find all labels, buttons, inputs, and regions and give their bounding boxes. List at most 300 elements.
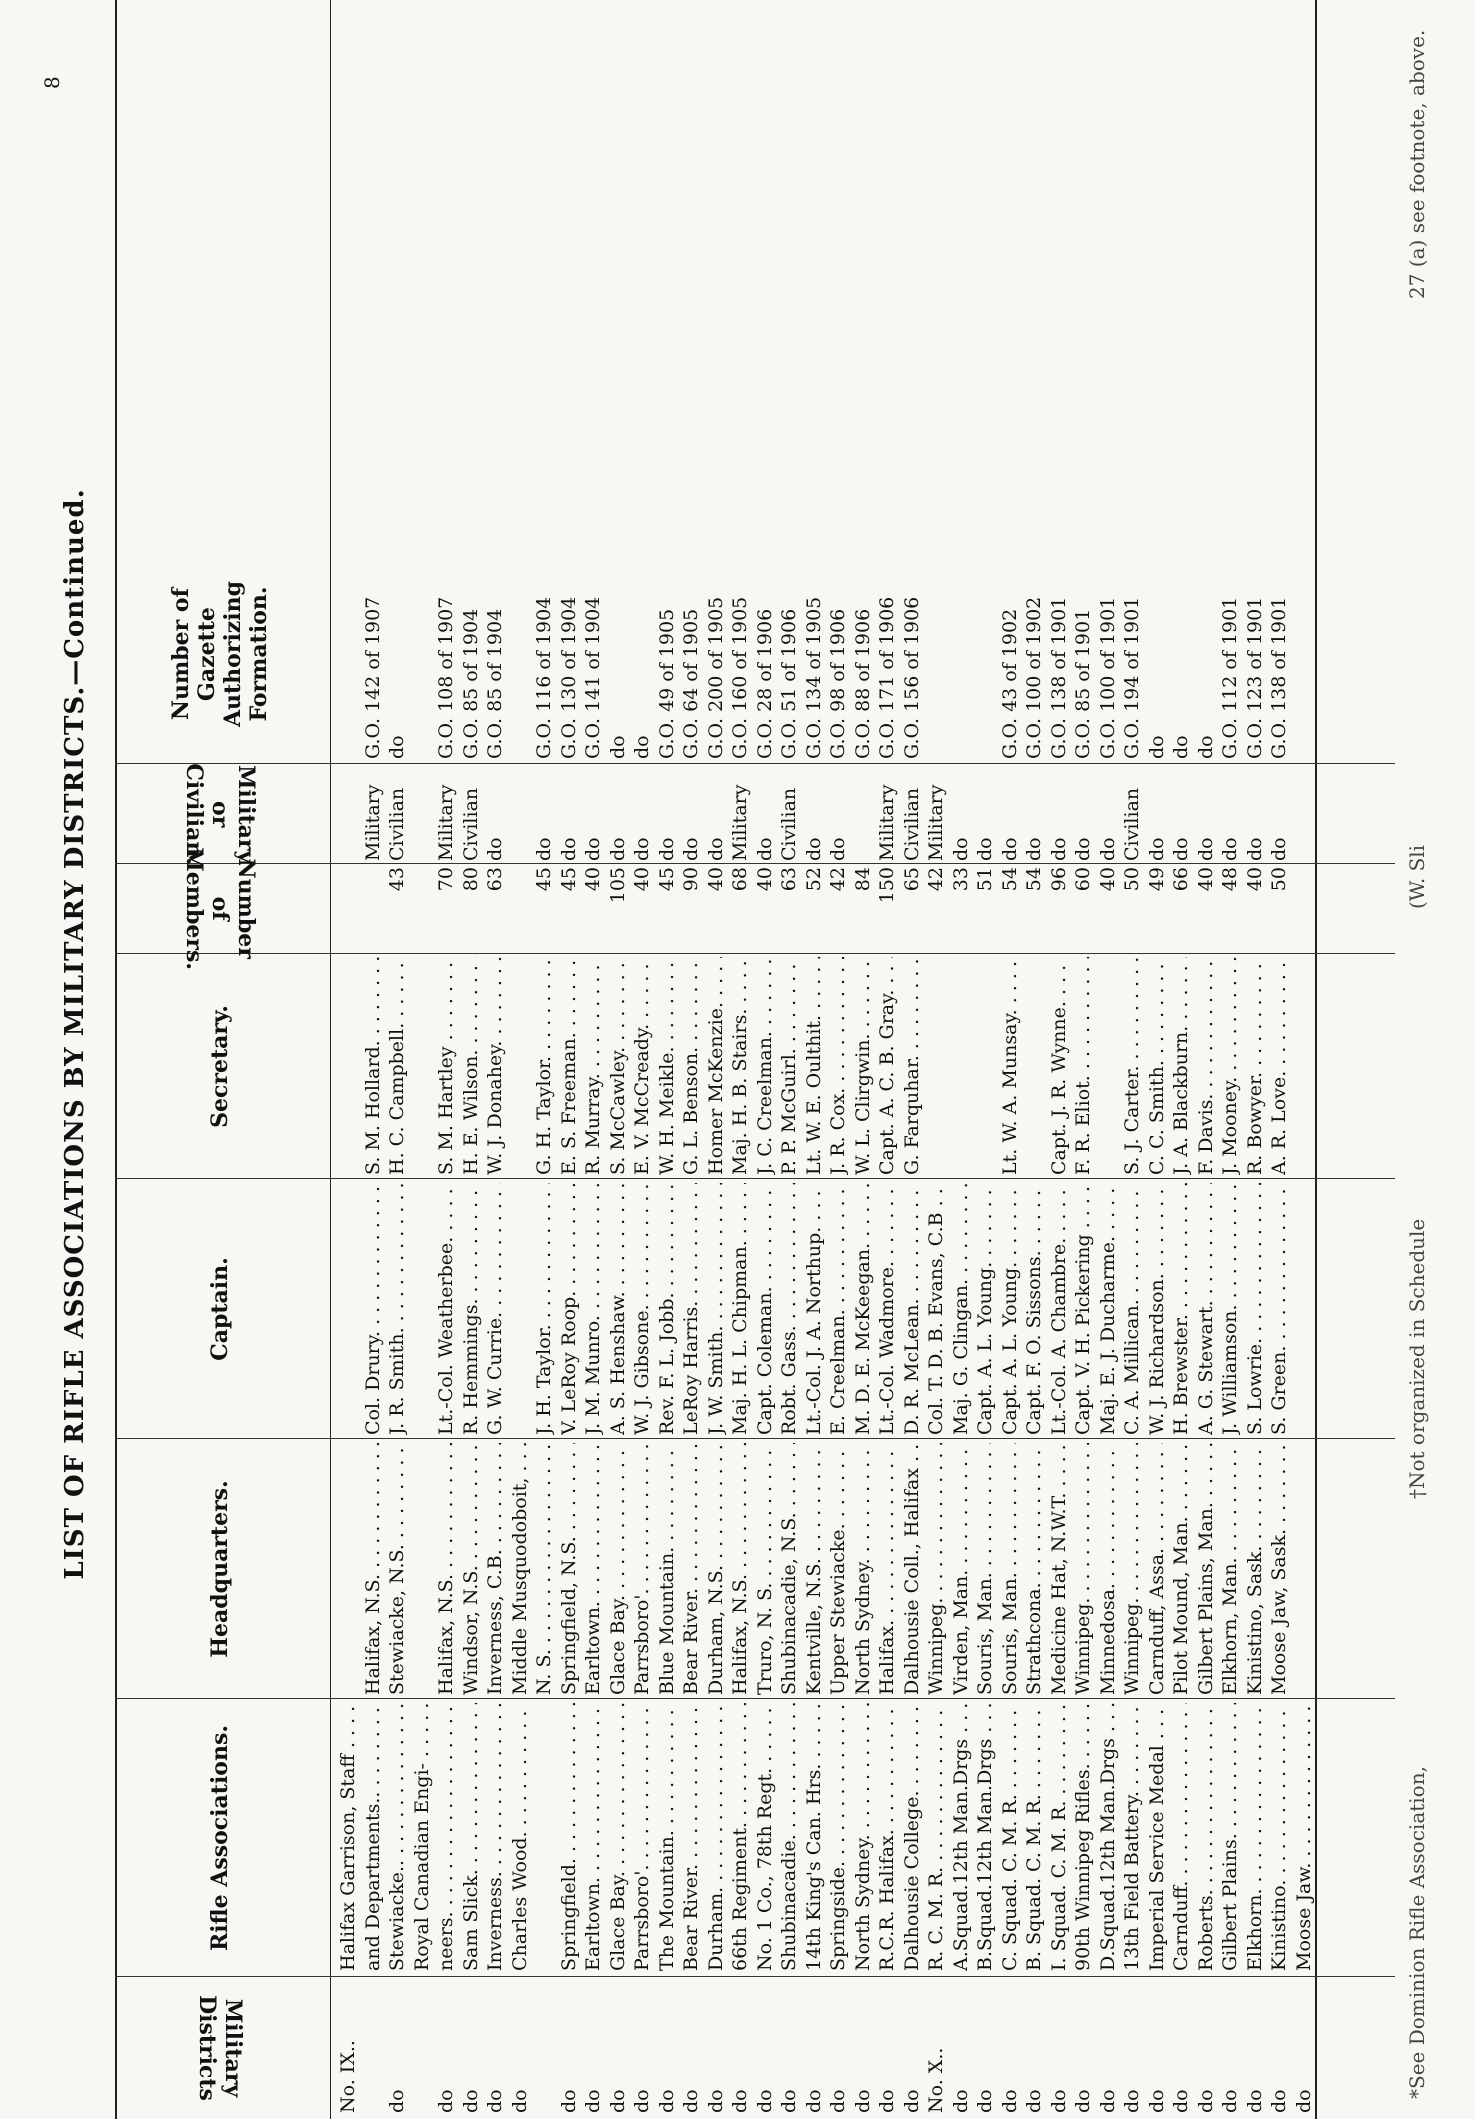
cell-military-civilian: do bbox=[631, 837, 653, 861]
cell-association: The Mountain. . . . bbox=[656, 1703, 679, 1971]
cell-district: No. X.. bbox=[925, 2047, 947, 2113]
cell-district: do bbox=[435, 2089, 457, 2113]
cell-gazette: G.O. 64 of 1905 bbox=[680, 608, 702, 759]
table-row bbox=[876, 0, 899, 2119]
cell-members: 40 bbox=[582, 867, 604, 892]
cell-association: I. Squad. C. M. R. . . . bbox=[1048, 1703, 1071, 1971]
cell-secretary: W. J. Donahey. . . . bbox=[484, 957, 507, 1175]
cell-secretary: P. P. McGuirl. . . . bbox=[778, 957, 801, 1175]
cell-association: Stewiacke.. . . . bbox=[386, 1703, 409, 1971]
cell-gazette bbox=[974, 544, 997, 759]
cell-military-civilian: do bbox=[802, 837, 825, 861]
cell-secretary: A. R. Love. . . . bbox=[1268, 957, 1291, 1175]
cell-headquarters bbox=[411, 1443, 434, 1695]
cell-members: 90 bbox=[680, 867, 702, 892]
cell-military-civilian: do bbox=[1268, 837, 1290, 861]
cell-members: 51 bbox=[974, 867, 996, 892]
cell-military-civilian: do bbox=[1219, 837, 1241, 861]
cell-military-civilian: do bbox=[753, 837, 776, 861]
cell-association: D.Squad.12th Man.Drgs . . . bbox=[1097, 1703, 1120, 1971]
cell-military-civilian: do bbox=[998, 837, 1021, 861]
cell-secretary: G. H. Taylor. . . . bbox=[533, 957, 556, 1175]
cell-secretary bbox=[925, 957, 948, 1175]
cell-association: R.C.R. Halifax. . . . bbox=[876, 1703, 899, 1971]
cell-members bbox=[509, 861, 532, 951]
cell-headquarters: Souris, Man. . . . bbox=[999, 1443, 1022, 1695]
cell-association: Durham. . . . bbox=[705, 1703, 728, 1971]
cell-headquarters: Pilot Mound, Man. . . . bbox=[1170, 1443, 1193, 1695]
cell-district: do bbox=[459, 2089, 482, 2113]
cell-gazette: do bbox=[631, 735, 653, 759]
cell-association: Dalhousie College. . . . bbox=[901, 1703, 924, 1971]
cell-members: 65 bbox=[900, 867, 923, 892]
cell-headquarters: Gilbert Plains, Man. . . . bbox=[1195, 1443, 1218, 1695]
header-captain: Captain. bbox=[207, 1257, 233, 1361]
cell-captain: S. Lowrie. . . . bbox=[1244, 1183, 1267, 1435]
cell-secretary bbox=[411, 957, 434, 1175]
cell-gazette: G.O. 160 of 1905 bbox=[729, 596, 751, 759]
cell-secretary: J. R. Cox. . . . bbox=[827, 957, 850, 1175]
cell-secretary: H. E. Wilson. . . . bbox=[460, 957, 483, 1175]
cell-headquarters: Winnipeg. . . . bbox=[925, 1443, 948, 1695]
cell-members: 66 bbox=[1170, 867, 1192, 892]
cell-association: Imperial Service Medal . . . bbox=[1146, 1703, 1169, 1971]
cell-gazette: do bbox=[606, 735, 629, 759]
cell-gazette: do bbox=[1170, 735, 1192, 759]
cell-association: Roberts. . . . bbox=[1195, 1703, 1218, 1971]
cell-district: do bbox=[484, 2089, 506, 2113]
cell-secretary: S. McCawley. . . . bbox=[607, 957, 630, 1175]
cell-military-civilian: do bbox=[1072, 837, 1094, 861]
cell-members: 40 bbox=[1243, 867, 1266, 892]
cell-secretary bbox=[950, 957, 973, 1175]
cell-captain: V. LeRoy Roop. . . . bbox=[558, 1183, 581, 1435]
cell-district: do bbox=[1292, 2089, 1315, 2113]
cell-members: 50 bbox=[1121, 867, 1143, 892]
cell-military-civilian bbox=[411, 766, 434, 861]
cell-headquarters: Windsor, N.S. . . . bbox=[460, 1443, 483, 1695]
cell-captain: Rev. F. L. Jobb. . . . bbox=[656, 1183, 679, 1435]
cell-association: North Sydney. . . . bbox=[852, 1703, 875, 1971]
cell-military-civilian: Military bbox=[361, 784, 384, 861]
cell-captain: A. G. Stewart. . . . bbox=[1195, 1183, 1218, 1435]
cell-district: do bbox=[949, 2089, 972, 2113]
cell-association: Springfield. . . . bbox=[558, 1703, 581, 1971]
header-association: Rifle Associations. bbox=[207, 1724, 233, 1952]
cell-military-civilian: do bbox=[582, 837, 604, 861]
cell-district: do bbox=[606, 2089, 629, 2113]
table-row bbox=[460, 0, 483, 2119]
cell-members bbox=[362, 861, 385, 951]
cell-members: 45 bbox=[533, 867, 555, 892]
table-row bbox=[1244, 0, 1267, 2119]
cell-members bbox=[1293, 861, 1316, 951]
cell-association: Carnduff. . . . bbox=[1170, 1703, 1193, 1971]
table-row bbox=[411, 0, 434, 2119]
cell-gazette bbox=[950, 544, 973, 759]
cell-association: B. Squad. C. M. R. . . . bbox=[1023, 1703, 1046, 1971]
cell-headquarters: Winnipeg. . . . bbox=[1072, 1443, 1095, 1695]
cell-headquarters: Halifax. . . . bbox=[876, 1443, 899, 1695]
cell-secretary: G. Farquhar. . . . bbox=[901, 957, 924, 1175]
cell-association: Royal Canadian Engi- . . . bbox=[411, 1703, 434, 1971]
cell-district: do bbox=[508, 2089, 531, 2113]
cell-members: 40 bbox=[631, 867, 653, 892]
cell-secretary bbox=[509, 957, 532, 1175]
cell-secretary bbox=[1097, 957, 1120, 1175]
cell-secretary: J. A. Blackburn. . . . bbox=[1170, 957, 1193, 1175]
cell-association: A.Squad.12th Man.Drgs . . . bbox=[950, 1703, 973, 1971]
cell-headquarters: Halifax, N.S. . . . bbox=[729, 1443, 752, 1695]
cell-military-civilian: do bbox=[974, 837, 996, 861]
cell-headquarters: Middle Musquodoboit, . . . bbox=[509, 1443, 532, 1695]
cell-gazette bbox=[337, 544, 360, 759]
table-row bbox=[1219, 0, 1242, 2119]
cell-district: do bbox=[876, 2089, 898, 2113]
table-row bbox=[1121, 0, 1144, 2119]
cell-military-civilian: Civilian bbox=[459, 787, 482, 861]
cell-captain: Capt. A. L. Young. . . . bbox=[999, 1183, 1022, 1435]
cell-gazette: G.O. 123 of 1901 bbox=[1243, 596, 1266, 759]
cell-military-civilian: Military bbox=[729, 784, 751, 861]
cell-captain: Maj. E. J. Ducharme. . . . bbox=[1097, 1183, 1120, 1435]
cell-military-civilian bbox=[509, 766, 532, 861]
table-row bbox=[337, 0, 360, 2119]
cell-captain: J. M. Munro. . . . bbox=[582, 1183, 605, 1435]
cell-captain: Maj. G. Clingan. . . . bbox=[950, 1183, 973, 1435]
cell-military-civilian: do bbox=[533, 837, 555, 861]
cell-captain: M. D. E. McKeegan. . . . bbox=[852, 1183, 875, 1435]
cell-association: No. 1 Co., 78th Regt. . . . bbox=[754, 1703, 777, 1971]
cell-captain: Col. Drury. . . . bbox=[362, 1183, 385, 1435]
cell-members bbox=[337, 861, 360, 951]
cell-secretary: W. H. Meikle. . . . bbox=[656, 957, 679, 1175]
table-row bbox=[803, 0, 826, 2119]
cell-military-civilian: do bbox=[1096, 837, 1119, 861]
cell-members: 70 bbox=[435, 867, 457, 892]
cell-association: Halifax Garrison, Staff . . . bbox=[337, 1703, 360, 1971]
cell-captain: D. R. McLean. . . . bbox=[901, 1183, 924, 1435]
cell-captain: H. Brewster. . . . bbox=[1170, 1183, 1193, 1435]
cell-association: R. C. M. R. . . . bbox=[925, 1703, 948, 1971]
cell-headquarters: N. S. . . . bbox=[533, 1443, 556, 1695]
cell-captain: A. S. Henshaw. . . . bbox=[607, 1183, 630, 1435]
cell-headquarters: Kinistino, Sask. . . . bbox=[1244, 1443, 1267, 1695]
cell-military-civilian: do bbox=[1023, 837, 1045, 861]
cell-gazette bbox=[411, 544, 434, 759]
cell-secretary bbox=[974, 957, 997, 1175]
cell-district: do bbox=[386, 2089, 408, 2113]
cell-gazette: G.O. 100 of 1901 bbox=[1096, 596, 1119, 759]
cell-association: and Departments.. . . . bbox=[362, 1703, 385, 1971]
cell-headquarters: Virden, Man. . . . bbox=[950, 1443, 973, 1695]
cell-members: 150 bbox=[876, 867, 898, 904]
cell-headquarters bbox=[1293, 1443, 1316, 1695]
cell-secretary: Lt. W. E. Oulthit. . . . bbox=[803, 957, 826, 1175]
cell-association: neers. . . . bbox=[435, 1703, 458, 1971]
cell-headquarters: Blue Mountain. . . . bbox=[656, 1443, 679, 1695]
cell-captain: Lt.-Col. J. A. Northup. . . . bbox=[803, 1183, 826, 1435]
cell-military-civilian: do bbox=[606, 837, 629, 861]
cell-district: do bbox=[704, 2089, 727, 2113]
cell-headquarters: Springfield, N.S. . . . bbox=[558, 1443, 581, 1695]
cell-captain bbox=[1293, 1183, 1316, 1435]
cell-association: Elkhorn. . . . bbox=[1244, 1703, 1267, 1971]
cell-headquarters: Medicine Hat, N.W.T. . . . bbox=[1048, 1443, 1071, 1695]
cell-captain: R. Hemmings. . . . bbox=[460, 1183, 483, 1435]
cell-captain: J. R. Smith. . . . bbox=[386, 1183, 409, 1435]
cell-association: Kinistino. . . . bbox=[1268, 1703, 1291, 1971]
cell-secretary: Capt. A. C. B. Gray. . . . bbox=[876, 957, 899, 1175]
cell-association: Inverness. . . . bbox=[484, 1703, 507, 1971]
table-row bbox=[484, 0, 507, 2119]
cell-headquarters: Carnduff, Assa. . . . bbox=[1146, 1443, 1169, 1695]
cell-gazette: G.O. 28 of 1906 bbox=[753, 608, 776, 759]
cell-military-civilian bbox=[1293, 766, 1316, 861]
cell-association: 13th Field Battery. . . . bbox=[1121, 1703, 1144, 1971]
cell-association: Moose Jaw. . . . bbox=[1293, 1703, 1316, 1971]
cell-district: do bbox=[1023, 2089, 1045, 2113]
cell-headquarters: Glace Bay. . . . bbox=[607, 1443, 630, 1695]
cell-district: do bbox=[680, 2089, 702, 2113]
cell-secretary: G. L. Benson. . . . bbox=[680, 957, 703, 1175]
cell-headquarters: Parrsboro'. . . . bbox=[631, 1443, 654, 1695]
cell-district: do bbox=[1170, 2089, 1192, 2113]
cell-military-civilian: do bbox=[1243, 837, 1266, 861]
cell-captain: Lt.-Col. Weatherbee. . . . bbox=[435, 1183, 458, 1435]
cell-headquarters: Moose Jaw, Sask. . . . bbox=[1268, 1443, 1291, 1695]
cell-association: Earltown. . . . bbox=[582, 1703, 605, 1971]
cell-military-civilian: Civilian bbox=[1121, 787, 1143, 861]
header-military-civilian: Military or Civilian. bbox=[181, 763, 259, 865]
page-title: LIST OF RIFLE ASSOCIATIONS BY MILITARY DISTRICTS.—Continued. bbox=[60, 488, 90, 1580]
cell-members: 45 bbox=[655, 867, 678, 892]
cell-district: do bbox=[974, 2089, 996, 2113]
cell-headquarters: Minnedosa. . . . bbox=[1097, 1443, 1120, 1695]
cell-members: 96 bbox=[1047, 867, 1070, 892]
table-row bbox=[729, 0, 752, 2119]
table-row bbox=[852, 0, 875, 2119]
cell-gazette: G.O. 85 of 1901 bbox=[1072, 608, 1094, 759]
cell-district: do bbox=[557, 2089, 580, 2113]
cell-gazette: do bbox=[1194, 735, 1217, 759]
cell-district: do bbox=[1243, 2089, 1266, 2113]
cell-district: do bbox=[1096, 2089, 1119, 2113]
table-row bbox=[509, 0, 532, 2119]
table-row bbox=[1268, 0, 1291, 2119]
cell-district: do bbox=[1121, 2089, 1143, 2113]
cell-district bbox=[362, 1983, 385, 2113]
cell-members: 40 bbox=[1096, 867, 1119, 892]
table-row bbox=[558, 0, 581, 2119]
cell-secretary bbox=[1293, 957, 1316, 1175]
cell-members: 40 bbox=[704, 867, 727, 892]
cell-association: B.Squad.12th Man.Drgs . . . bbox=[974, 1703, 997, 1971]
table-row bbox=[1170, 0, 1193, 2119]
cell-military-civilian: do bbox=[949, 837, 972, 861]
table-row bbox=[533, 0, 556, 2119]
footnote-part: 27 (a) see footnote, above. bbox=[1405, 29, 1429, 299]
cell-secretary: H. C. Campbell. . . . bbox=[386, 957, 409, 1175]
table-row bbox=[1195, 0, 1218, 2119]
cell-captain: Lt.-Col. Wadmore. . . . bbox=[876, 1183, 899, 1435]
table-row bbox=[999, 0, 1022, 2119]
cell-gazette: G.O. 100 of 1902 bbox=[1023, 596, 1045, 759]
cell-secretary: S. M. Hartley . . . bbox=[435, 957, 458, 1175]
cell-headquarters: Kentville, N.S. . . . bbox=[803, 1443, 826, 1695]
cell-gazette: G.O. 142 of 1907 bbox=[361, 596, 384, 759]
cell-military-civilian: do bbox=[827, 837, 849, 861]
cell-district: do bbox=[582, 2089, 604, 2113]
cell-gazette bbox=[1293, 544, 1316, 759]
cell-military-civilian: Civilian bbox=[386, 787, 408, 861]
cell-district: do bbox=[802, 2089, 825, 2113]
cell-gazette: do bbox=[1145, 735, 1168, 759]
cell-headquarters: Inverness, C.B. . . . bbox=[484, 1443, 507, 1695]
cell-military-civilian bbox=[852, 766, 875, 861]
cell-captain: LeRoy Harris. . . . bbox=[680, 1183, 703, 1435]
cell-secretary: S. M. Hollard. . . . bbox=[362, 957, 385, 1175]
table-row bbox=[362, 0, 385, 2119]
cell-members: 52 bbox=[802, 867, 825, 892]
cell-members: 54 bbox=[1023, 867, 1045, 892]
cell-military-civilian: do bbox=[704, 837, 727, 861]
cell-headquarters: Dalhousie Coll., Halifax . . . bbox=[901, 1443, 924, 1695]
cell-gazette: G.O. 85 of 1904 bbox=[459, 608, 482, 759]
table-row bbox=[631, 0, 654, 2119]
cell-secretary: Maj. H. B. Stairs. . . . bbox=[729, 957, 752, 1175]
cell-gazette: G.O. 112 of 1901 bbox=[1219, 596, 1241, 759]
cell-gazette: G.O. 49 of 1905 bbox=[655, 608, 678, 759]
cell-military-civilian bbox=[337, 766, 360, 861]
cell-captain: Lt.-Col. A. Chambre. . . . bbox=[1048, 1183, 1071, 1435]
cell-captain: S. Green. . . . bbox=[1268, 1183, 1291, 1435]
cell-captain: J. W. Smith. . . . bbox=[705, 1183, 728, 1435]
cell-military-civilian: Military bbox=[876, 784, 898, 861]
cell-association: Springside. . . . bbox=[827, 1703, 850, 1971]
cell-district: do bbox=[753, 2089, 776, 2113]
cell-headquarters: Upper Stewiacke. . . . bbox=[827, 1443, 850, 1695]
table-row bbox=[705, 0, 728, 2119]
cell-headquarters: Shubinacadie, N.S. . . . bbox=[778, 1443, 801, 1695]
cell-captain bbox=[337, 1183, 360, 1435]
cell-military-civilian: do bbox=[1194, 837, 1217, 861]
cell-military-civilian: Civilian bbox=[778, 787, 800, 861]
cell-gazette bbox=[925, 544, 948, 759]
cell-headquarters: Earltown. . . . bbox=[582, 1443, 605, 1695]
cell-secretary: Lt. W. A. Munsay. . . . bbox=[999, 957, 1022, 1175]
cell-members: 80 bbox=[459, 867, 482, 892]
cell-captain bbox=[509, 1183, 532, 1435]
cell-secretary: S. J. Carter. . . . bbox=[1121, 957, 1144, 1175]
cell-gazette: G.O. 98 of 1906 bbox=[827, 608, 849, 759]
cell-district: do bbox=[1072, 2089, 1094, 2113]
cell-headquarters: Truro, N. S. . . . bbox=[754, 1443, 777, 1695]
cell-members: 63 bbox=[484, 867, 506, 892]
cell-secretary: C. C. Smith. . . . bbox=[1146, 957, 1169, 1175]
cell-members: 33 bbox=[949, 867, 972, 892]
cell-district: do bbox=[851, 2089, 874, 2113]
cell-military-civilian: do bbox=[557, 837, 580, 861]
cell-gazette: G.O. 171 of 1906 bbox=[876, 596, 898, 759]
cell-captain: Capt. F. O. Sissons. . . . bbox=[1023, 1183, 1046, 1435]
cell-members: 60 bbox=[1072, 867, 1094, 892]
cell-captain: Robt. Gass. . . . bbox=[778, 1183, 801, 1435]
table-row bbox=[901, 0, 924, 2119]
cell-headquarters: Stewiacke, N.S. . . . bbox=[386, 1443, 409, 1695]
table-row bbox=[974, 0, 997, 2119]
cell-military-civilian: do bbox=[680, 837, 702, 861]
cell-district bbox=[533, 1983, 556, 2113]
cell-members: 45 bbox=[557, 867, 580, 892]
cell-district: do bbox=[998, 2089, 1021, 2113]
cell-captain: E. Creelman. . . . bbox=[827, 1183, 850, 1435]
cell-gazette: G.O. 43 of 1902 bbox=[998, 608, 1021, 759]
table-row bbox=[656, 0, 679, 2119]
cell-members: 48 bbox=[1219, 867, 1241, 892]
cell-gazette: G.O. 85 of 1904 bbox=[484, 608, 506, 759]
cell-secretary: R. Bowyer. . . . bbox=[1244, 957, 1267, 1175]
cell-secretary: Homer McKenzie. . . . bbox=[705, 957, 728, 1175]
header-headquarters: Headquarters. bbox=[207, 1480, 233, 1658]
table-row bbox=[754, 0, 777, 2119]
table-row bbox=[386, 0, 409, 2119]
cell-captain: Maj. H. L. Chipman. . . . bbox=[729, 1183, 752, 1435]
cell-captain: C. A. Millican. . . . bbox=[1121, 1183, 1144, 1435]
cell-gazette: G.O. 156 of 1906 bbox=[900, 596, 923, 759]
cell-district: do bbox=[778, 2089, 800, 2113]
cell-members: 42 bbox=[827, 867, 849, 892]
cell-association: C. Squad. C. M. R. . . . bbox=[999, 1703, 1022, 1971]
cell-military-civilian: Military bbox=[435, 784, 457, 861]
cell-secretary: J. C. Creelman. . . . bbox=[754, 957, 777, 1175]
cell-secretary: F. Davis. . . . bbox=[1195, 957, 1218, 1175]
table-row bbox=[1146, 0, 1169, 2119]
rifle-associations-table bbox=[115, 0, 1395, 2119]
cell-district: do bbox=[655, 2089, 678, 2113]
cell-district: No. IX.. bbox=[337, 2040, 359, 2113]
table-row bbox=[827, 0, 850, 2119]
cell-captain bbox=[411, 1183, 434, 1435]
cell-headquarters: North Sydney. . . . bbox=[852, 1443, 875, 1695]
table-row bbox=[435, 0, 458, 2119]
cell-gazette: G.O. 116 of 1904 bbox=[533, 596, 555, 759]
cell-headquarters: Bear River. . . . bbox=[680, 1443, 703, 1695]
cell-district: do bbox=[1145, 2089, 1168, 2113]
cell-captain: Capt. V. H. Pickering . . . bbox=[1072, 1183, 1095, 1435]
cell-association: Shubinacadie. . . . bbox=[778, 1703, 801, 1971]
cell-secretary: J. Mooney. . . . bbox=[1219, 957, 1242, 1175]
cell-association: Sam Slick. . . . bbox=[460, 1703, 483, 1971]
footnote-part: (W. Sli bbox=[1405, 844, 1429, 909]
cell-headquarters: Winnipeg. . . . bbox=[1121, 1443, 1144, 1695]
cell-gazette bbox=[509, 544, 532, 759]
cell-district: do bbox=[900, 2089, 923, 2113]
cell-gazette: G.O. 200 of 1905 bbox=[704, 596, 727, 759]
cell-secretary: Capt. J. R. Wynne. . . . bbox=[1048, 957, 1071, 1175]
cell-district bbox=[411, 1983, 434, 2113]
header-members: Number of Members. bbox=[181, 847, 259, 971]
cell-military-civilian: do bbox=[655, 837, 678, 861]
cell-headquarters: Halifax, N.S. . . . bbox=[435, 1443, 458, 1695]
cell-members: 68 bbox=[729, 867, 751, 892]
header-gazette: Number of Gazette Authorizing Formation. bbox=[168, 580, 272, 728]
cell-headquarters: Strathcona. . . . bbox=[1023, 1443, 1046, 1695]
footnote-part: *See Dominion Rifle Association, bbox=[1405, 1766, 1429, 2099]
cell-gazette: G.O. 194 of 1901 bbox=[1121, 596, 1143, 759]
table-row bbox=[950, 0, 973, 2119]
cell-association: Parrsboro'. . . . bbox=[631, 1703, 654, 1971]
